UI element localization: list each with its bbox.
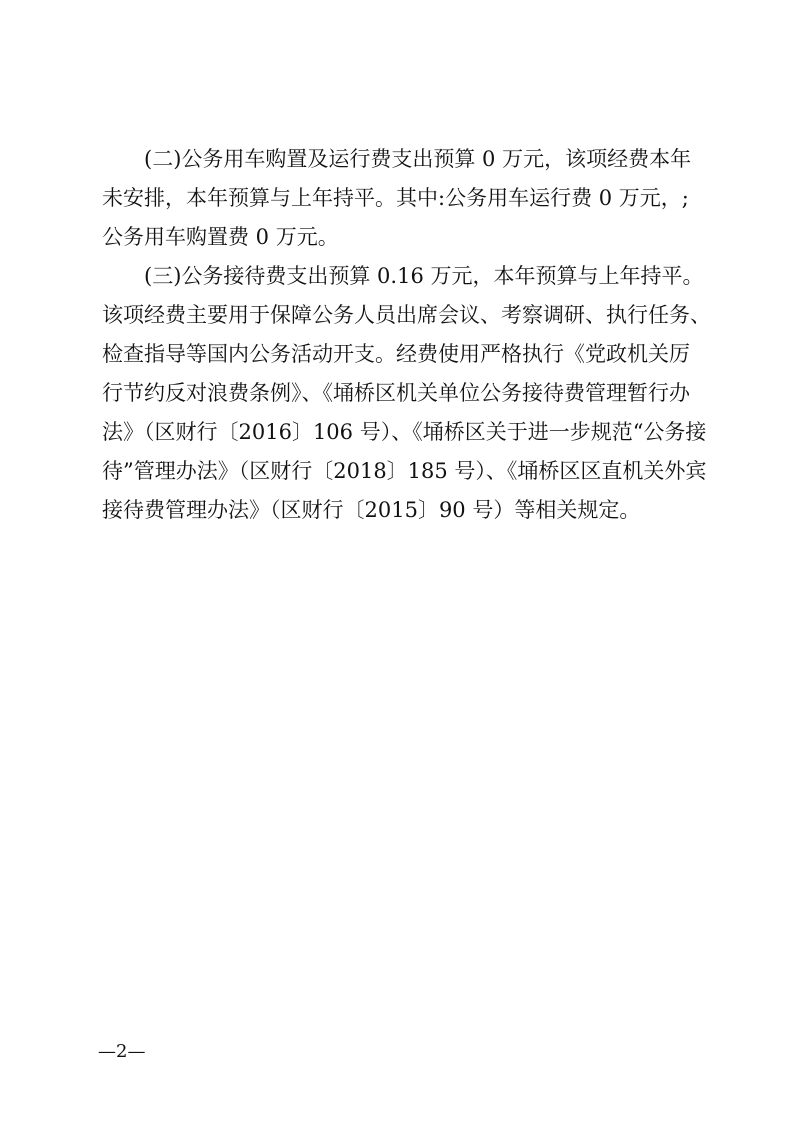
- paragraph-reception-line-3: 检查指导等国内公务活动开支。经费使用严格执行《党政机关厉: [102, 342, 690, 366]
- paragraph-vehicle-line-1: (二)公务用车购置及运行费支出预算 0 万元，该项经费本年: [144, 147, 692, 171]
- paragraph-reception-line-4: 行节约反对浪费条例》、《埇桥区机关单位公务接待费管理暂行办: [102, 381, 690, 405]
- paragraph-reception-line-1: (三)公务接待费支出预算 0.16 万元，本年预算与上年持平。: [144, 264, 704, 288]
- paragraph-vehicle-line-3: 公务用车购置费 0 万元。: [102, 225, 339, 249]
- paragraph-reception-line-5: 法》（区财行〔2016〕106 号）、《埇桥区关于进一步规范“公务接: [102, 420, 707, 444]
- paragraph-reception-line-2: 该项经费主要用于保障公务人员出席会议、考察调研、执行任务、: [102, 303, 711, 327]
- page-number: —2—: [98, 1041, 146, 1062]
- paragraph-reception-line-6: 待”管理办法》（区财行〔2018〕185 号）、《埇桥区区直机关外宾: [102, 459, 707, 483]
- paragraph-vehicle-line-2: 未安排，本年预算与上年持平。其中:公务用车运行费 0 万元，;: [102, 186, 689, 210]
- paragraph-reception-line-7: 接待费管理办法》（区财行〔2015〕90 号）等相关规定。: [102, 498, 641, 522]
